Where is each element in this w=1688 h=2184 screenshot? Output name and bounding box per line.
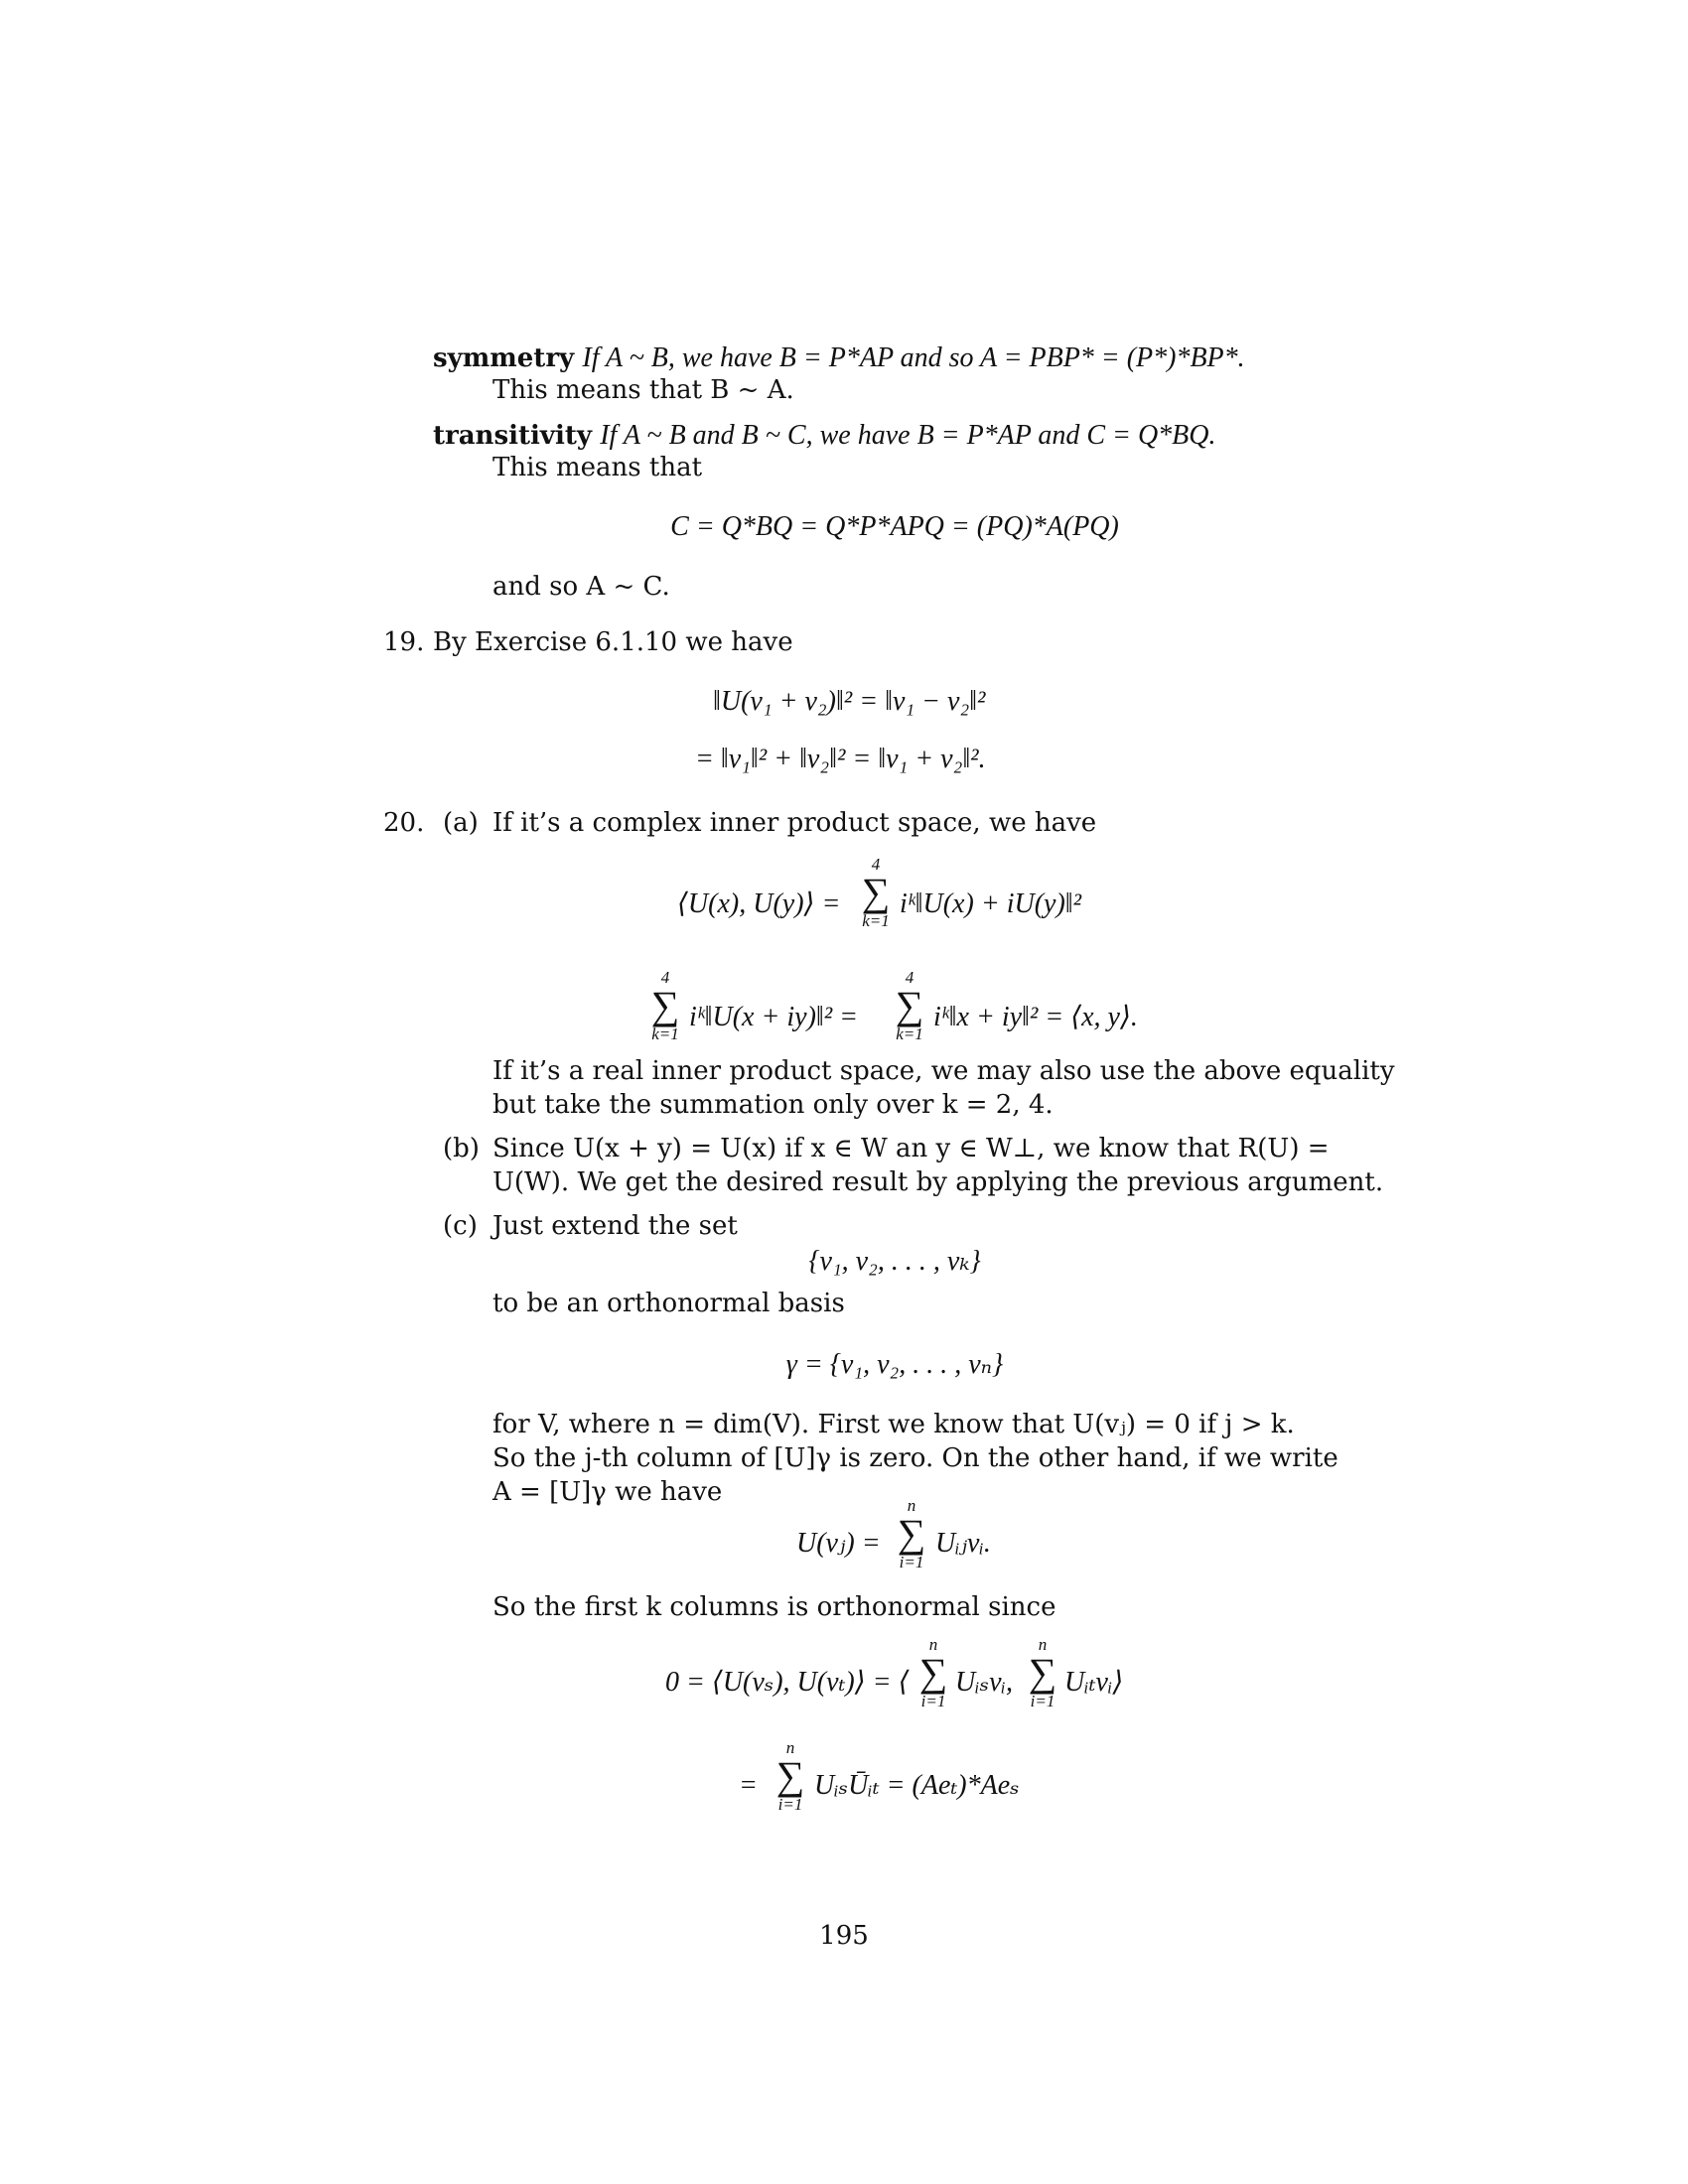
part-c-label: (c) xyxy=(443,1211,478,1241)
item-19-number: 19. xyxy=(383,627,425,657)
sum-lower-limit: k=1 xyxy=(651,1024,679,1043)
symmetry-term: symmetry xyxy=(433,343,575,373)
part-a-text-2: If it’s a real inner product space, we may also use the above equality xyxy=(492,1056,1395,1086)
sum-lower-limit: k=1 xyxy=(862,911,890,930)
sum-sigma: ∑ xyxy=(897,1511,926,1556)
sum-sigma: ∑ xyxy=(918,1650,948,1695)
part-a-eq2-middle: iᵏ‖U(x + iy)‖² = xyxy=(689,1002,859,1032)
sum-lower-limit: i=1 xyxy=(899,1553,924,1571)
symmetry-line xyxy=(433,341,1245,375)
part-c-text-4: So the j-th column of [U]γ is zero. On the other hand, if we write xyxy=(492,1443,1338,1473)
item-19-text: By Exercise 6.1.10 we have xyxy=(433,627,793,657)
part-c-eq3-sum xyxy=(771,1739,810,1813)
part-a-eq1-sum xyxy=(856,856,896,929)
part-b-text-2: U(W). We get the desired result by applying the previous argument. xyxy=(492,1167,1384,1197)
part-c-set: {v₁, v₂, . . . , vₖ} xyxy=(808,1246,981,1277)
part-c-text-3: for V, where n = dim(V). First we know that U(vⱼ) = 0 if j > k. xyxy=(492,1410,1295,1439)
part-c-text-6: So the first k columns is orthonormal since xyxy=(492,1592,1056,1622)
part-c-eq1-right: Uᵢⱼvᵢ. xyxy=(935,1528,991,1559)
part-a-text: If it’s a complex inner product space, we have xyxy=(492,808,1097,838)
part-c-eq2-sum-1 xyxy=(914,1636,953,1709)
part-a-eq1-right: iᵏ‖U(x) + iU(y)‖² xyxy=(900,888,1082,919)
part-c-eq3-right: UᵢₛŪᵢₜ = (Aeₜ)*Aeₛ xyxy=(814,1770,1020,1801)
sum-upper-limit: 4 xyxy=(871,855,881,874)
part-c-eq1-left: U(vⱼ) = xyxy=(796,1528,881,1559)
item-19-equation-1: ‖U(v₁ + v₂)‖² = ‖v₁ − v₂‖² xyxy=(713,686,986,717)
part-a-eq2-sum-1 xyxy=(645,969,685,1042)
part-c-eq2-left: 0 = ⟨U(vₛ), U(vₜ)⟩ = ⟨ xyxy=(665,1667,910,1698)
part-b-text-1: Since U(x + y) = U(x) if x ∈ W an y ∈ W⊥, we know that R(U) = xyxy=(492,1134,1330,1163)
sum-sigma: ∑ xyxy=(895,983,924,1027)
part-b-label: (b) xyxy=(443,1134,480,1163)
item-20-number: 20. xyxy=(383,808,425,838)
sum-lower-limit: i=1 xyxy=(920,1692,946,1710)
transitivity-equation: C = Q*BQ = Q*P*APQ = (PQ)*A(PQ) xyxy=(670,511,1119,542)
part-c-text-5: A = [U]γ we have xyxy=(492,1477,723,1507)
part-c-eq2-middle: Uᵢₛvᵢ, xyxy=(955,1667,1013,1698)
sum-upper-limit: n xyxy=(928,1635,938,1654)
part-c-text-1: Just extend the set xyxy=(492,1211,738,1241)
sum-sigma: ∑ xyxy=(775,1753,805,1798)
sum-sigma: ∑ xyxy=(650,983,680,1027)
sum-lower-limit: k=1 xyxy=(896,1024,923,1043)
part-a-text-3: but take the summation only over k = 2, 4. xyxy=(492,1090,1054,1120)
item-19-equation-2: = ‖v₁‖² + ‖v₂‖² = ‖v₁ + v₂‖². xyxy=(695,744,986,774)
part-a-eq1-left: ⟨U(x), U(y)⟩ = xyxy=(677,888,841,919)
sum-upper-limit: 4 xyxy=(905,968,914,987)
transitivity-conclusion: and so A ~ C. xyxy=(492,572,670,602)
sum-upper-limit: n xyxy=(907,1496,916,1515)
sum-upper-limit: n xyxy=(1038,1635,1048,1654)
part-c-eq2-right: Uᵢₜvᵢ⟩ xyxy=(1064,1667,1124,1698)
part-c-eq3-left: = xyxy=(739,1770,758,1801)
transitivity-term: transitivity xyxy=(433,421,592,451)
symmetry-conclusion: This means that B ~ A. xyxy=(492,375,794,405)
sum-upper-limit: n xyxy=(785,1738,795,1757)
part-a-label: (a) xyxy=(443,808,479,838)
part-a-eq2-right: iᵏ‖x + iy‖² = ⟨x, y⟩. xyxy=(933,1002,1138,1032)
transitivity-lead: This means that xyxy=(492,453,703,482)
sum-lower-limit: i=1 xyxy=(1030,1692,1055,1710)
part-a-eq2-sum-2 xyxy=(890,969,929,1042)
sum-upper-limit: 4 xyxy=(660,968,670,987)
transitivity-statement: If A ~ B and B ~ C, we have B = P*AP and C = Q*BQ. xyxy=(600,420,1216,451)
transitivity-line xyxy=(433,419,1216,453)
page-number: 195 xyxy=(819,1921,869,1951)
part-c-eq2-sum-2 xyxy=(1023,1636,1062,1709)
part-c-basis: γ = {v₁, v₂, . . . , vₙ} xyxy=(785,1349,1004,1380)
sum-sigma: ∑ xyxy=(1028,1650,1057,1695)
symmetry-statement: If A ~ B, we have B = P*AP and so A = PBP* = (P*)*BP*. xyxy=(582,342,1245,373)
sum-sigma: ∑ xyxy=(861,870,891,914)
part-c-text-2: to be an orthonormal basis xyxy=(492,1289,845,1318)
part-c-eq1-sum xyxy=(892,1497,931,1570)
sum-lower-limit: i=1 xyxy=(777,1795,803,1814)
